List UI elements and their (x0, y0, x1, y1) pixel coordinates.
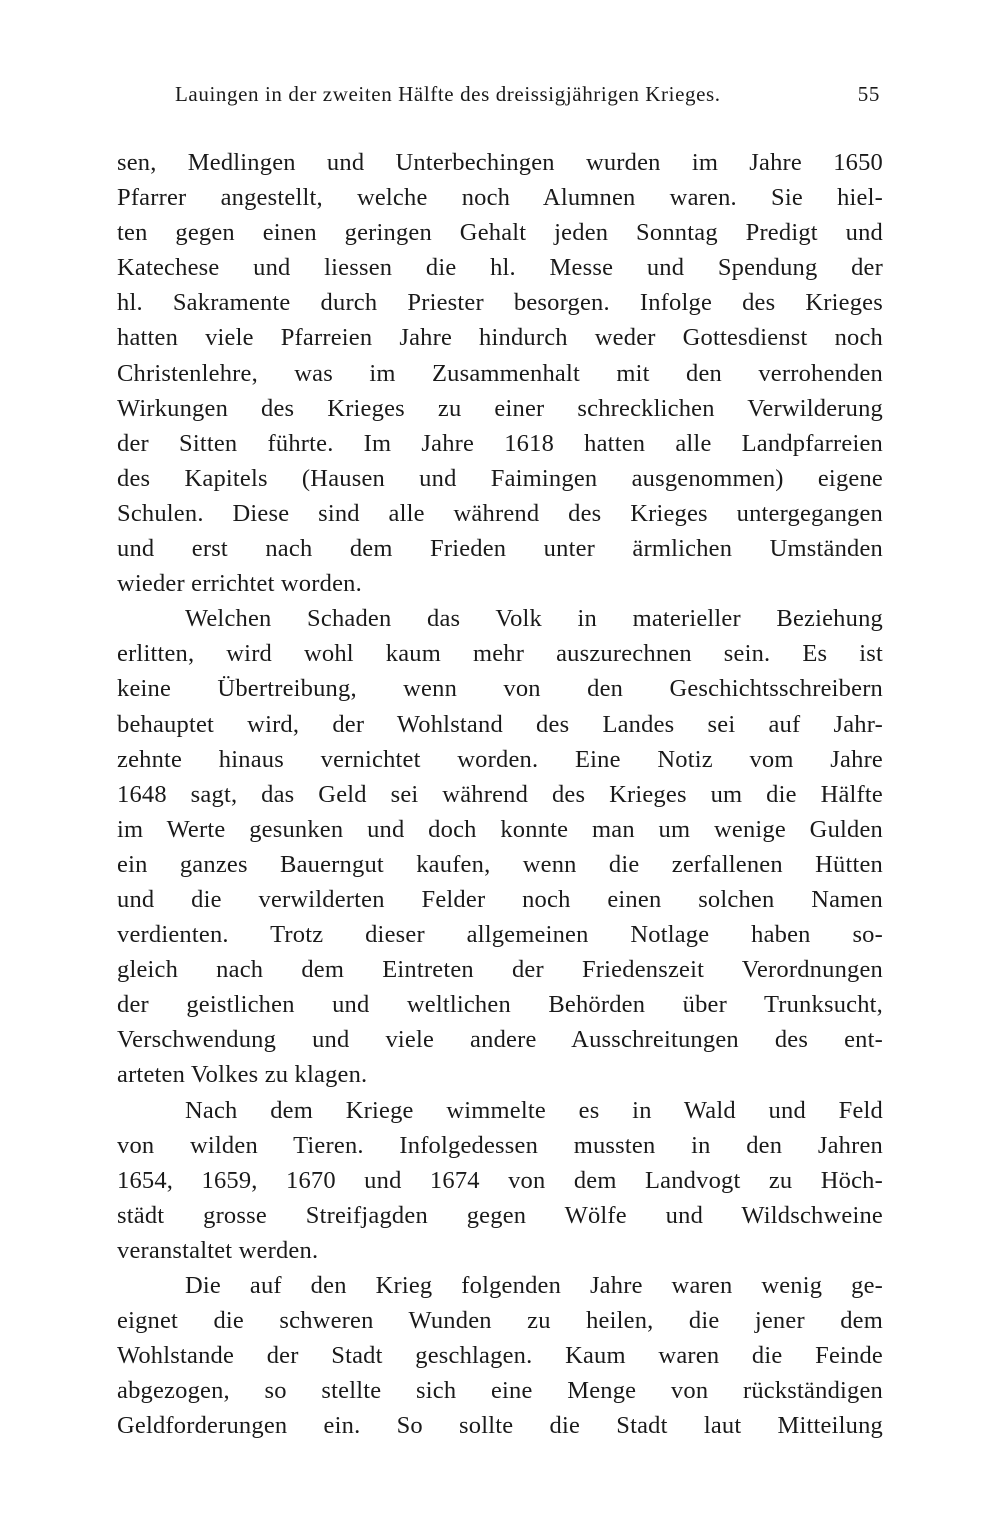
text-line: im Werte gesunken und doch konnte man um wenige Gulden (117, 815, 883, 843)
paragraph-2 (117, 601, 883, 1092)
paragraph-4 (117, 1268, 883, 1443)
text-line: der Sitten führte. Im Jahre 1618 hatten alle Landpfarreien (117, 429, 883, 457)
text-line: städt grosse Streifjagden gegen Wölfe und Wildschweine (117, 1201, 883, 1229)
text-line: veranstaltet werden. (117, 1236, 319, 1264)
paragraph-3 (117, 1093, 883, 1268)
text-line: Geldforderungen ein. So sollte die Stadt laut Mitteilung (117, 1412, 883, 1440)
text-line: gleich nach dem Eintreten der Friedenszeit Verordnungen (117, 956, 883, 984)
text-line: hl. Sakramente durch Priester besorgen. Infolge des Krieges (117, 289, 883, 317)
text-line: keine Übertreibung, wenn von den Geschichtsschreibern (117, 675, 883, 703)
text-line: verdienten. Trotz dieser allgemeinen Notlage haben so- (117, 921, 883, 949)
text-line: abgezogen, so stellte sich eine Menge von rückständigen (117, 1377, 883, 1405)
text-line: 1648 sagt, das Geld sei während des Krieges um die Hälfte (117, 780, 883, 808)
text-line: erlitten, wird wohl kaum mehr auszurechnen sein. Es ist (117, 640, 883, 668)
text-line: von wilden Tieren. Infolgedessen mussten in den Jahren (117, 1131, 883, 1159)
text-line: ein ganzes Bauerngut kaufen, wenn die zerfallenen Hütten (117, 850, 883, 878)
text-line: Katechese und liessen die hl. Messe und Spendung der (117, 254, 883, 282)
page-number: 55 (857, 82, 880, 106)
running-title: Lauingen in der zweiten Hälfte des dreissigjährigen Krieges. (175, 82, 721, 106)
text-line: Verschwendung und viele andere Ausschreitungen des ent- (117, 1026, 883, 1054)
body-text (117, 145, 883, 1443)
text-line: eignet die schweren Wunden zu heilen, die jener dem (117, 1307, 883, 1335)
text-line: arteten Volkes zu klagen. (117, 1061, 368, 1089)
text-line: behauptet wird, der Wohlstand des Landes sei auf Jahr- (117, 710, 883, 738)
text-line: Wirkungen des Krieges zu einer schrecklichen Verwilderung (117, 394, 883, 422)
text-line: Nach dem Kriege wimmelte es in Wald und Feld (185, 1096, 883, 1124)
text-line: des Kapitels (Hausen und Faimingen ausgenommen) eigene (117, 464, 883, 492)
running-header (175, 82, 880, 116)
text-line: hatten viele Pfarreien Jahre hindurch weder Gottesdienst noch (117, 324, 883, 352)
text-line: ten gegen einen geringen Gehalt jeden Sonntag Predigt und (117, 219, 883, 247)
text-line: wieder errichtet worden. (117, 570, 362, 598)
text-line: und erst nach dem Frieden unter ärmlichen Umständen (117, 535, 883, 563)
text-line: Wohlstande der Stadt geschlagen. Kaum waren die Feinde (117, 1342, 883, 1370)
text-line: zehnte hinaus vernichtet worden. Eine Notiz vom Jahre (117, 745, 883, 773)
text-line: Schulen. Diese sind alle während des Krieges untergegangen (117, 499, 883, 527)
text-line: sen, Medlingen und Unterbechingen wurden im Jahre 1650 (117, 149, 883, 176)
text-line: 1654, 1659, 1670 und 1674 von dem Landvogt zu Höch- (117, 1166, 883, 1194)
paragraph-1 (117, 145, 883, 601)
text-line: Pfarrer angestellt, welche noch Alumnen waren. Sie hiel- (117, 184, 883, 212)
text-line: Die auf den Krieg folgenden Jahre waren wenig ge- (185, 1272, 883, 1299)
text-line: Welchen Schaden das Volk in materieller Beziehung (185, 605, 883, 633)
text-line: Christenlehre, was im Zusammenhalt mit den verrohenden (117, 359, 883, 387)
text-line: der geistlichen und weltlichen Behörden über Trunksucht, (117, 991, 883, 1019)
text-line: und die verwilderten Felder noch einen solchen Namen (117, 885, 883, 913)
